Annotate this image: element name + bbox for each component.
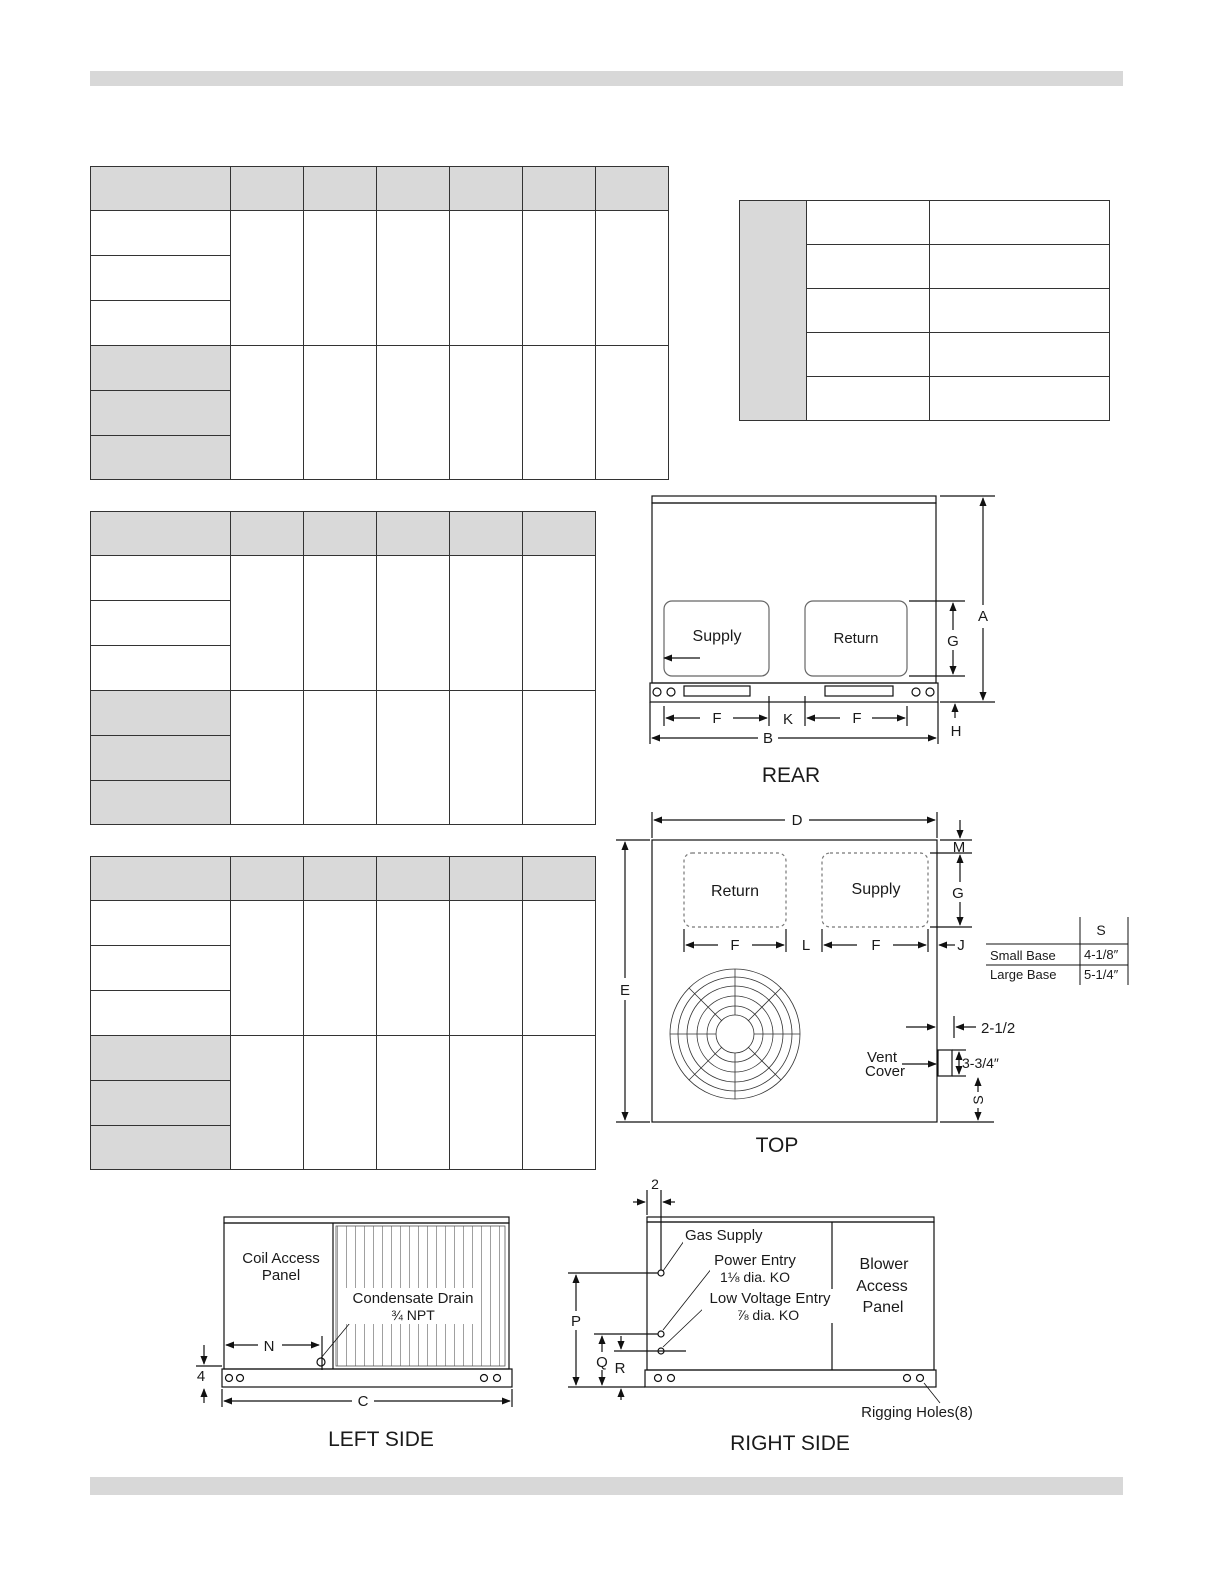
dim-label-f: F	[712, 710, 722, 727]
small-base-value: 4-1/8″	[1084, 947, 1119, 962]
dim-label-f: F	[871, 937, 881, 954]
condenser-fan-guard	[670, 969, 800, 1099]
small-base-label: Small Base	[990, 948, 1056, 963]
gas-supply-label: Gas Supply	[685, 1227, 763, 1244]
coil-access-label-1: Coil Access	[242, 1250, 320, 1267]
blower-access-label-1: Blower	[859, 1256, 909, 1273]
blower-access-label-2: Access	[856, 1278, 908, 1295]
dim-label-n: N	[263, 1338, 275, 1355]
dim-label-2: 2	[651, 1176, 659, 1192]
rear-labels	[693, 608, 988, 787]
dim-label-h: H	[950, 723, 962, 740]
dim-label-f: F	[730, 937, 740, 954]
coil-access-label-2: Panel	[261, 1267, 301, 1284]
vent-cover-label-1: Vent	[866, 1049, 898, 1066]
dim-label-g: G	[952, 885, 964, 902]
top-labels	[620, 812, 1015, 1157]
top-view	[616, 812, 994, 1122]
rear-fork-slot-1	[684, 686, 750, 696]
rear-view	[650, 496, 995, 744]
large-base-label: Large Base	[990, 967, 1057, 982]
condensate-drain-label-2: ¾ NPT	[391, 1307, 435, 1323]
rigging-hole	[667, 688, 675, 696]
top-view-title: TOP	[755, 1134, 799, 1157]
left-top-cap	[224, 1217, 509, 1223]
rear-return-label: Return	[833, 630, 879, 647]
rear-supply-label: Supply	[692, 628, 742, 645]
dim-label-j: J	[957, 937, 965, 954]
condensate-drain	[317, 1358, 325, 1366]
base-table-header: S	[1096, 922, 1106, 938]
dim-label-4: 4	[196, 1368, 206, 1385]
right-base-rail	[645, 1370, 936, 1387]
dim-label-f: F	[852, 710, 862, 727]
dim-label-3-3-4: 3-3/4″	[962, 1055, 999, 1071]
right-top-cap	[647, 1217, 934, 1222]
rear-top-cap	[652, 496, 936, 503]
top-supply-label: Supply	[851, 881, 901, 898]
left-side-title: LEFT SIDE	[328, 1428, 434, 1451]
top-return-label: Return	[710, 883, 760, 900]
rigging-hole	[926, 688, 934, 696]
dim-label-b: B	[762, 730, 774, 747]
vent-cover-label-2: Cover	[864, 1063, 906, 1080]
rear-cabinet	[652, 503, 936, 683]
left-base-rail	[222, 1369, 512, 1387]
blower-access-label-3: Panel	[862, 1299, 904, 1316]
low-voltage-label-1: Low Voltage Entry	[709, 1290, 831, 1307]
right-side-title: RIGHT SIDE	[730, 1432, 850, 1455]
dim-label-a: A	[977, 608, 989, 625]
large-base-value: 5-1/4″	[1084, 967, 1119, 982]
dim-label-2-1-2: 2-1/2	[981, 1020, 1016, 1037]
rigging-holes-label: Rigging Holes(8)	[861, 1404, 973, 1421]
low-voltage-entry	[658, 1331, 664, 1337]
dim-label-s: S	[970, 1095, 986, 1105]
dim-label-l: L	[801, 937, 811, 954]
dim-label-g: G	[947, 633, 959, 650]
dim-label-k: K	[782, 711, 794, 728]
dim-label-e: E	[619, 982, 631, 999]
rear-view-title: REAR	[761, 764, 821, 787]
dim-label-r: R	[614, 1360, 626, 1377]
right-side-labels	[571, 1176, 973, 1455]
dim-label-m: M	[952, 839, 966, 856]
dim-label-p: P	[570, 1313, 582, 1330]
rigging-leader	[924, 1383, 940, 1403]
dim-label-q: Q	[596, 1354, 608, 1371]
low-voltage-label-2: ⅞ dia. KO	[736, 1307, 800, 1323]
base-size-table-text	[990, 922, 1119, 982]
condensate-drain-label-1: Condensate Drain	[352, 1290, 474, 1307]
rear-fork-slot-2	[825, 686, 893, 696]
rigging-hole	[912, 688, 920, 696]
dim-label-c: C	[357, 1393, 369, 1410]
rigging-hole	[653, 688, 661, 696]
power-entry-label-1: Power Entry	[714, 1252, 796, 1269]
vent-cover	[938, 1050, 952, 1076]
dim-label-d: D	[791, 812, 803, 829]
power-entry-label-2: 1⅛ dia. KO	[719, 1269, 791, 1285]
